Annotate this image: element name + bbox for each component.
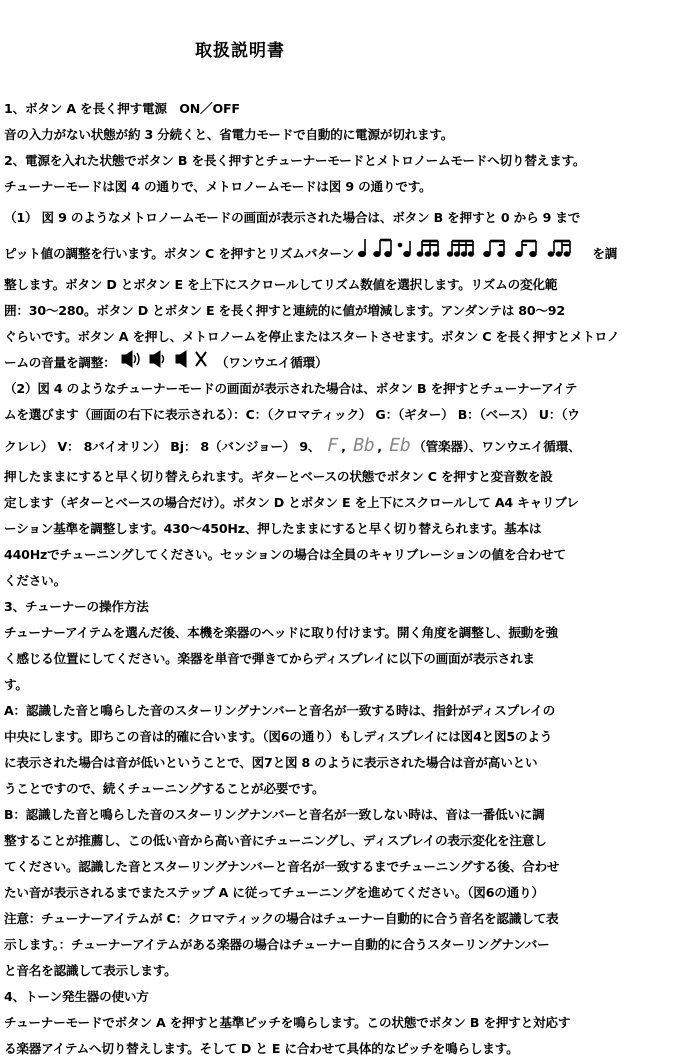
text-line: てください。認識した音とスターリングナンバーと音名が一致するまでチューニングする後、合わせ [4, 859, 560, 874]
text-segment: を調 [592, 246, 618, 261]
text-line: 整します。ボタン D とボタン E を上下にスクロールしてリズム数値を選択します。リズムの変化範 [4, 277, 558, 292]
text-line: うことですので、続くチューニングすることが必要です。 [4, 781, 325, 796]
section-heading: 3、チューナーの操作方法 [4, 599, 149, 614]
text-line: ムを選びます（画面の右下に表示される）：C：（クロマティック） G：（ギター） B：（ベース） U：（ウ [4, 407, 580, 422]
text-segment: ピット値の調整を行います。ボタン C を押すとリズムパターン [4, 246, 355, 261]
text-line: 囲：30～280。ボタン D とボタン E を長く押すと連続的に値が増減します。アンダンテは 80～92 [4, 303, 565, 318]
text-line: 440Hzでチューニングしてください。セッションの場合は全員のキャリブレーションの値を合わせて [4, 547, 566, 562]
text-line-display: クレレ） V： 8バイオリン） Bj： 8（バンジョー） 9、 F, Bb, Eb（管楽器）、ワンウエイ循環、 [4, 428, 680, 464]
text-line: チューナーモードは図 4 の通りで、メトロノームモードは図 9 の通りです。 [4, 179, 432, 194]
text-line: 押したままにすると早く切り替えられます。ギターとベースの状態でボタン C を押すと変音数を設 [4, 469, 553, 484]
text-line-volume [4, 350, 680, 376]
text-line: く感じる位置にしてください。楽器を単音で弾きてからディスプレイに以下の画面が表示されま [4, 651, 535, 666]
text-line: A：認識した音と鳴らした音のスターリングナンバーと音名が一致する時は、指針がディスプレイの [4, 703, 555, 718]
text-line: 定します（ギターとベースの場合だけ）。ボタン D とボタン E を上下にスクロールして A4 キャリブレ [4, 495, 579, 510]
text-line: たい音が表示されるまでまたステップ A に従ってチューニングを進めてください。（図6の通り） [4, 885, 544, 900]
text-line: 音の入力がない状態が約 3 分続くと、省電力モードで自動的に電源が切れます。 [4, 127, 454, 142]
text-segment: （管楽器）、ワンウエイ循環、 [413, 439, 581, 454]
text-line: 注意：チューナーアイテムが C：クロマティックの場合はチューナー自動的に合う音名を認識して表 [4, 911, 559, 926]
text-line: ーション基準を調整します。430～450Hz、押したままにすると早く切り替えられます。基本は [4, 521, 542, 536]
document-title: 取扱説明書 [195, 41, 285, 61]
text-line: ぐらいです。ボタン A を押し、メトロノームを停止またはスタートさせます。ボタン C を長く押すとメトロノ [4, 329, 620, 344]
rhythm-pattern-notes-icon [358, 237, 588, 273]
section-heading: 4、トーン発生器の使い方 [4, 989, 149, 1004]
text-line: 1、ボタン A を長く押す電源 ON／OFF [4, 101, 240, 116]
text-line: （1） 図 9 のようなメトロノームモードの画面が表示された場合は、ボタン B を押すと 0 から 9 まで [4, 210, 581, 225]
display-glyph: F [325, 435, 341, 456]
text-line: 整することが推薦し、この低い音から高い音にチューニングし、ディスプレイの表示変化を注意し [4, 833, 547, 848]
text-line-rhythm [4, 236, 680, 272]
text-line: 示します。：チューナーアイテムがある楽器の場合はチューナー自動的に合うスターリングナンバー [4, 937, 550, 952]
volume-levels-icon [120, 350, 212, 376]
text-line: チューナーアイテムを選んだ後、本機を楽器のヘッドに取り付けます。開く角度を調整し、振動を強 [4, 625, 558, 640]
display-glyph: Eb [386, 435, 413, 456]
text-line: 中央にします。即ちこの音は的確に合います。（図6の通り）もしディスプレイには図4と図5のよう [4, 729, 553, 744]
text-line: と音名を認識して表示します。 [4, 963, 177, 978]
text-segment: （ワンウエイ循環） [215, 355, 328, 370]
text-line: る楽器アイテムへ切り替えします。そして D と E に合わせて具体的なピッチを鳴らします。 [4, 1041, 519, 1056]
text-line: （2）図 4 のようなチューナーモードの画面が表示された場合は、ボタン B を押すとチューナーアイテ [4, 381, 578, 396]
text-line: ください。 [4, 573, 66, 588]
text-line: す。 [4, 677, 28, 692]
text-line: B：認識した音と鳴らした音のスターリングナンバーと音名が一致しない時は、音は一番低いに調 [4, 807, 545, 822]
text-line: チューナーモードでボタン A を押すと基準ピッチを鳴らします。この状態でボタン B を押すと対応す [4, 1015, 571, 1030]
text-line: 2、電源を入れた状態でボタン B を長く押すとチューナーモードとメトロノームモードへ切り替えます。 [4, 153, 586, 168]
text-segment: ームの音量を調整： [4, 355, 116, 370]
text-segment: クレレ） V： 8バイオリン） Bj： 8（バンジョー） 9、 [4, 439, 321, 454]
text-line: に表示された場合は音が低いということで、図7と図 8 のように表示された場合は音が高いとい [4, 755, 538, 770]
display-glyph: Bb [350, 435, 377, 456]
manual-body [4, 96, 680, 1062]
